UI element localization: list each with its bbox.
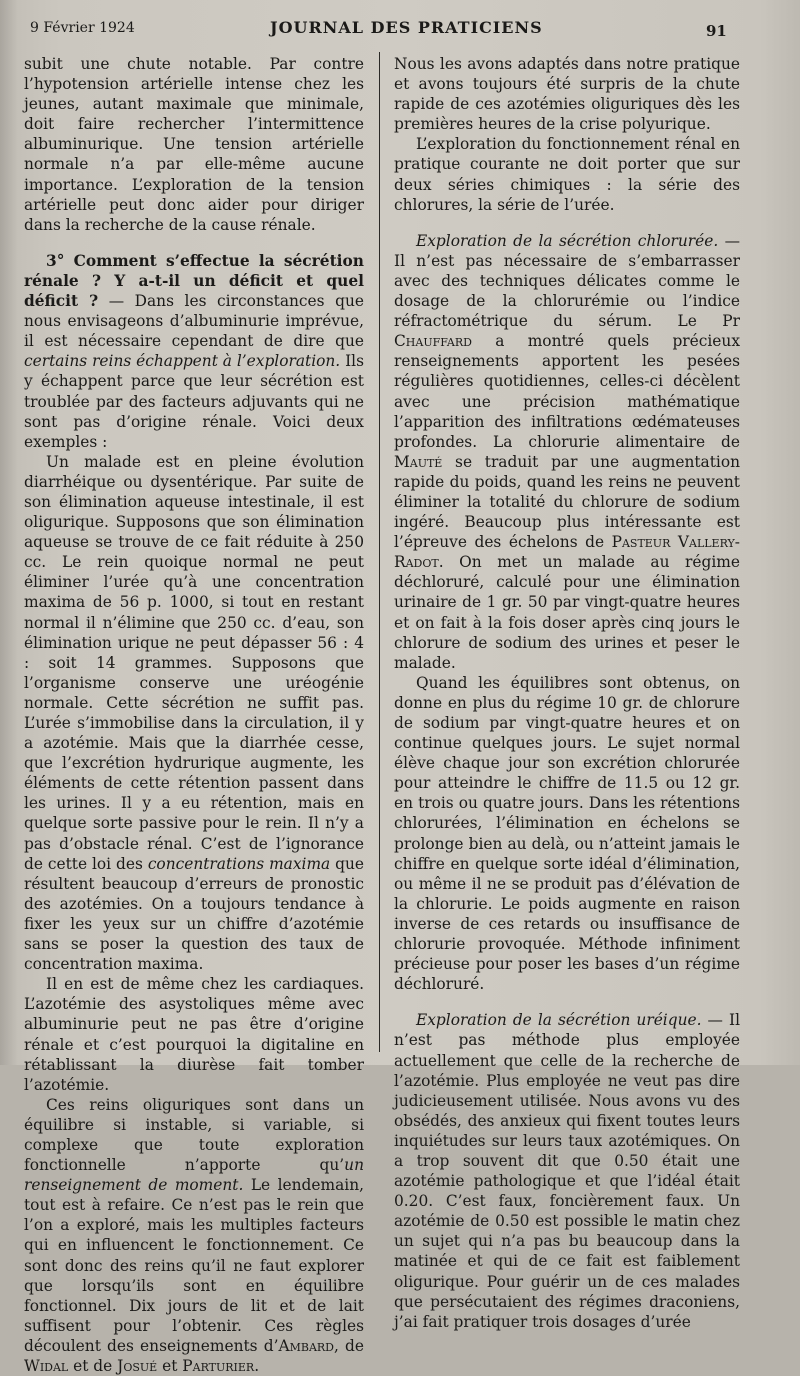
- subheading-ureique: Exploration de la sécrétion uréique.: [416, 1011, 702, 1030]
- section-heading-3: 3° Comment s’effectue la sécrétion rénale ? Y a-t-il un déficit et quel déficit ?: [24, 251, 364, 311]
- paragraph-equilibres: Quand les équilibres sont obtenus, on donne en plus du régime 10 gr. de chlorure de sodium par vingt-quatre heures et on continue quelques jours. Le sujet normal élève chaque jour son excrétion chlorurée pour atteindre le chiffre de 11.5 ou 12 gr. en trois ou quatre jours. Dans les rétentions chlorurées, l’élimination en échelons se prolonge bien au delà, ou n’atteint jamais le chiffre en quelque sorte idéal d’élimination, ou même il ne se produit pas d’élévation de la chlorurie. Le poids augmente en raison inverse de ces retards ou insuffisance de chlorurie provoquée. Méthode infiniment précieuse pour poser les bases d’un régime déchloruré.: [394, 673, 740, 994]
- paragraph-question-3: 3° Comment s’effectue la sécrétion rénale ? Y a-t-il un déficit et quel déficit ? — Dans les circonstances que nous envisageons d’albuminurie imprévue, il est nécessaire cependant de dire que certains reins échappent à l’exploration. Ils y échappent parce que leur sécrétion est troublée par des facteurs adjuvants qui ne sont pas d’origine rénale. Voici deux exemples :: [24, 251, 364, 451]
- left-column: [24, 54, 364, 1376]
- issue-date: 9 Février 1924: [30, 20, 135, 36]
- author-josue: Josué: [117, 1357, 158, 1375]
- author-widal: Widal: [24, 1357, 69, 1375]
- author-pasteur-vallery-radot: Pasteur Vallery-Radot: [394, 533, 740, 572]
- paragraph-chloruree: Exploration de la sécrétion chlorurée. — Il n’est pas nécessaire de s’embarrasser avec des techniques délicates comme le dosage de la chlorurémie ou l’indice réfractométrique du sérum. Le Pr Chauffard a montré quels précieux renseignements apportent les pesées régulières quotidiennes, celles-ci décèlent avec une précision mathématique l’apparition des infiltrations œdémateuses profondes. La chlorurie alimentaire de Mauté se traduit par une augmentation rapide du poids, quand les reins ne peuvent éliminer la totalité du chlorure de sodium ingéré. Beaucoup plus intéressante est l’épreuve des échelons de Pasteur Vallery-Radot. On met un malade au régime déchloruré, calculé pour une élimination urinaire de 1 gr. 50 par vingt-quatre heures et on fait à la fois doser après cinq jours le chlorure de sodium des urines et peser le malade.: [394, 231, 740, 672]
- page-number: 91: [706, 22, 727, 40]
- paragraph-exploration: L’exploration du fonctionnement rénal en pratique courante ne doit porter que sur deux séries chimiques : la série des chlorures, la série de l’urée.: [394, 135, 740, 214]
- journal-title: JOURNAL DES PRATICIENS: [270, 18, 543, 37]
- author-maute: Mauté: [394, 452, 443, 471]
- author-ambard: Ambard: [278, 1336, 334, 1355]
- author-parturier: Parturier: [182, 1357, 255, 1375]
- author-chauffard: Chauffard: [394, 332, 472, 351]
- paragraph-diarrhee: Un malade est en pleine évolution diarrhéique ou dysentérique. Par suite de son élimination aqueuse intestinale, il est oligurique. Supposons que son élimination aqueuse se trouve de ce fait réduite à 250 cc. Le rein quoique normal ne peut éliminer l’urée qu’à une concentration maxima de 56 p. 1000, si tout en restant normal il n’élimine que 250 cc. d’eau, son élimination urique ne peut dépasser 56 : 4 : soit 14 grammes. Supposons que l’organisme conserve une uréogénie normale. Cette sécrétion ne suffit pas. L’urée s’immobilise dans la circulation, il y a azotémie. Mais que la diarrhée cesse, que l’excrétion hydrurique augmente, les éléments de cette rétention passent dans les urines. Il y a eu rétention, mais en quelque sorte passive pour le rein. Il n’y a pas d’obstacle rénal. C’est de l’ignorance de cette loi des concentrations maxima que résultent beaucoup d’erreurs de pronostic des azotémies. On a toujours tendance à fixer les yeux sur un chiffre d’azotémie sans se poser la question des taux de concentration maxima.: [24, 452, 365, 974]
- paragraph-ureique: Exploration de la sécrétion uréique. — Il n’est pas méthode plus employée actuellement que celle de la recherche de l’azotémie. Plus employée ne veut pas dire judicieusement utilisée. Nous avons vu des obsédés, des anxieux qui fixent toutes leurs inquiétudes sur leurs taux azotémiques. On a trop souvent dit que 0.50 était une azotémie pathologique et que l’idéal était 0.20. C’est faux, foncièrement faux. Un azotémie de 0.50 est possible le matin chez un sujet qui n’a pas bu beaucoup dans la matinée et qui de ce fait est faiblement oligurique. Pour guérir un de ces malades que persécutaient des régimes draconiens, j’ai fait pratiquer trois dosages d’urée: [394, 1011, 740, 1331]
- running-header: [0, 14, 800, 50]
- paragraph-adaptes: Nous les avons adaptés dans notre pratique et avons toujours été surpris de la chute rapide de ces azotémies oliguriques dès les premières heures de la crise polyurique.: [394, 55, 740, 134]
- right-column: [394, 54, 740, 1332]
- subheading-chloruree: Exploration de la sécrétion chlorurée.: [416, 231, 719, 250]
- paragraph-tension: subit une chute notable. Par contre l’hypotension artérielle intense chez les jeunes, autant maximale que minimale, doit faire rechercher l’intermittence albuminurique. Une tension artérielle normale n’a par elle-même aucune importance. L’exploration de la tension artérielle peut donc aider pour diriger dans la recherche de la cause rénale.: [24, 55, 364, 234]
- paragraph-reins-oliguriques: Ces reins oliguriques sont dans un équilibre si instable, si variable, si complexe que toute exploration fonctionnelle n’apporte qu’un renseignement de moment. Le lendemain, tout est à refaire. Ce n’est pas le rein que l’on a exploré, mais les multiples facteurs qui en influencent le fonctionnement. Ce sont donc des reins qu’il ne faut explorer que lorsqu’ils sont en équilibre fonctionnel. Dix jours de lit et de lait suffisent pour l’obtenir. Ces règles découlent des enseignements d’Ambard, de Widal et de Josué et Parturier.: [24, 1095, 365, 1375]
- paragraph-cardiaques: Il en est de même chez les cardiaques. L’azotémie des asystoliques même avec albuminurie peut ne pas être d’origine rénale et c’est pourquoi la digitaline en rétablissant la diurèse fait tomber l’azotémie.: [24, 975, 364, 1094]
- column-divider: [379, 52, 380, 1052]
